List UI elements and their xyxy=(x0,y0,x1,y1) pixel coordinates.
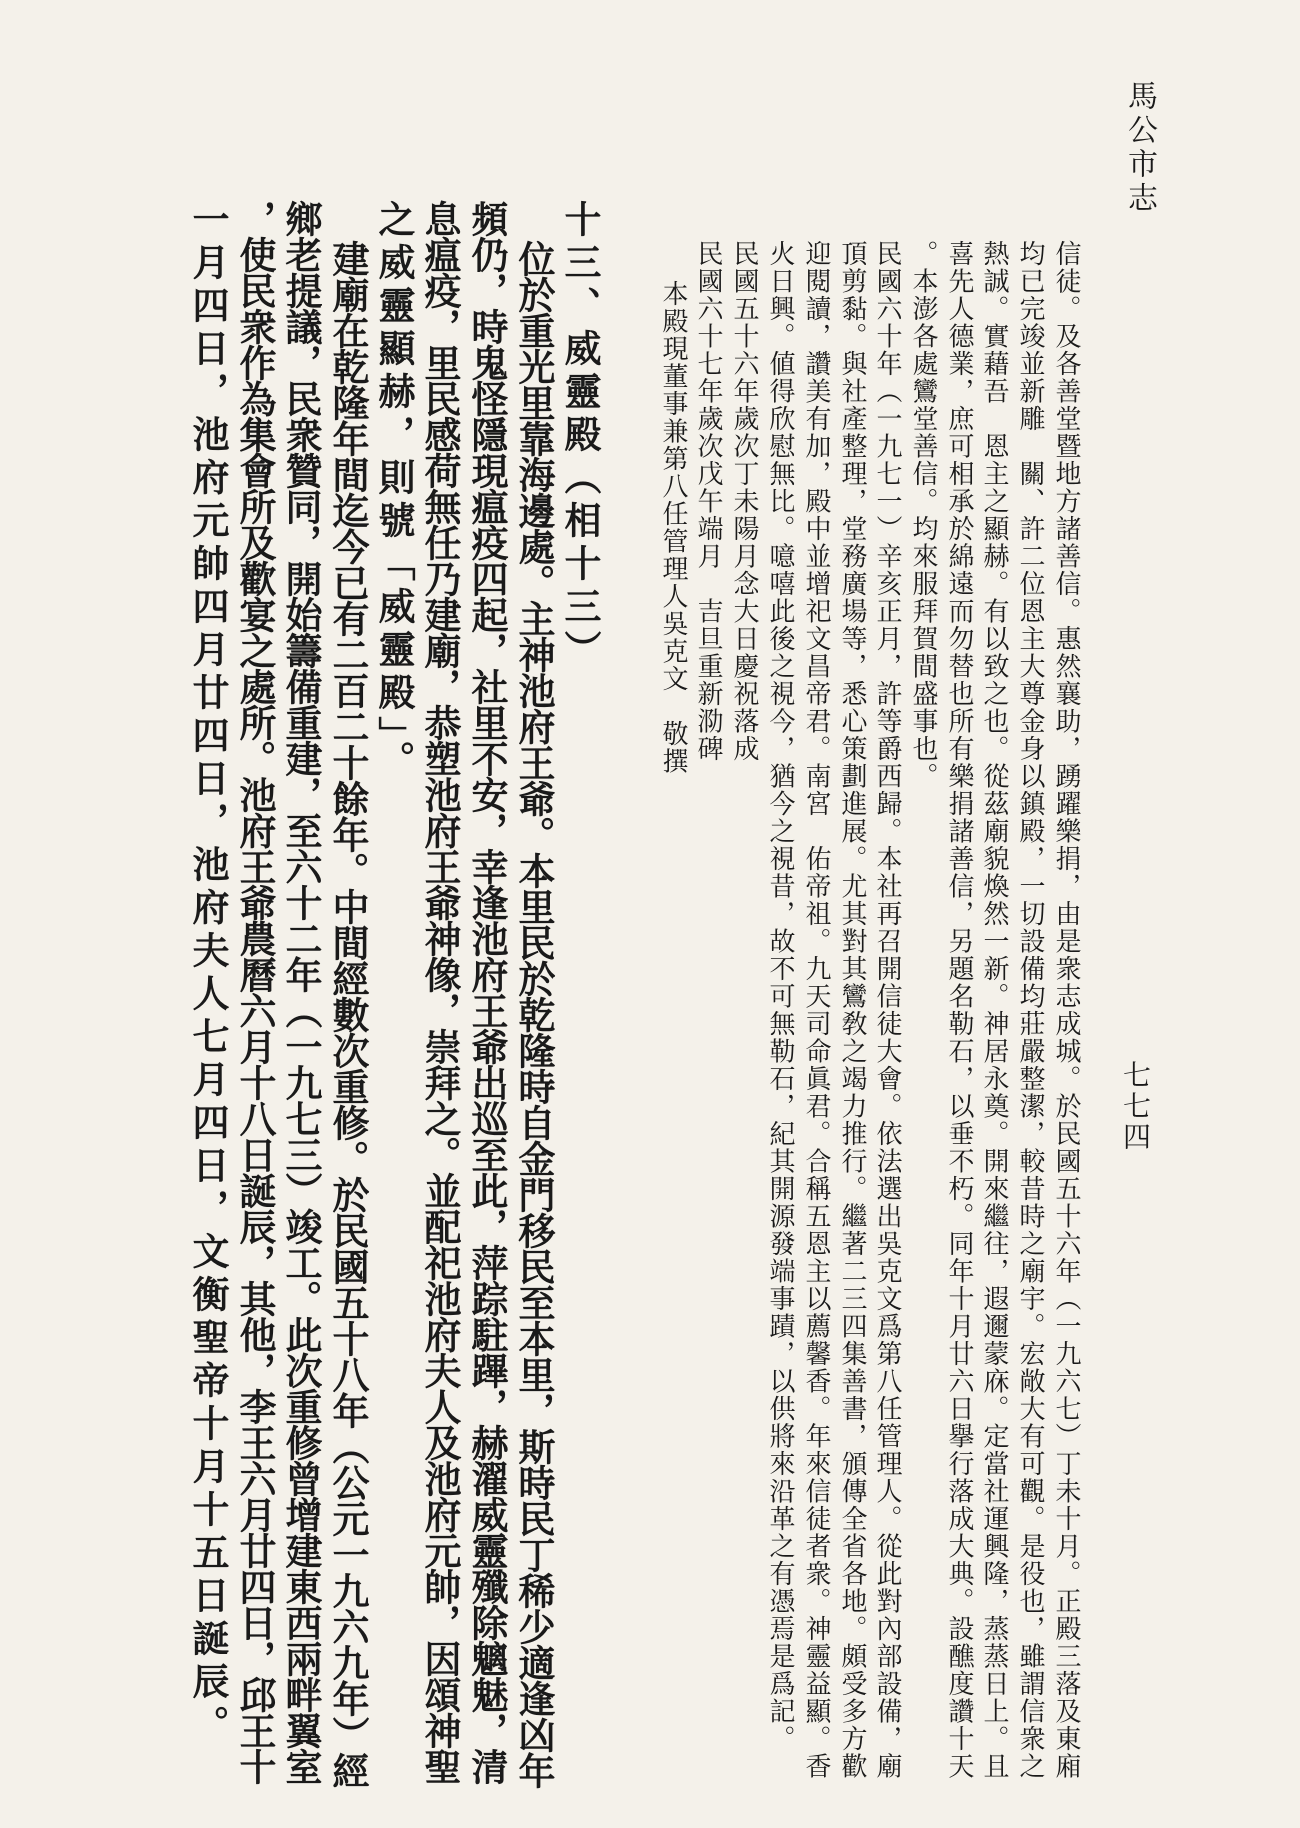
text-line: 信徒。及各善堂暨地方諸善信。惠然襄助，踴躍樂捐，由是衆志成城。於民國五十六年（一九六七）丁未十月。正殿三落及東廂 xyxy=(1051,240,1081,1780)
text-line: 均已完竣並新雕 關、許二位恩主大尊金身以鎮殿，一切設備均莊嚴整潔，較昔時之廟宇。宏敞大有可觀。是役也，雖謂信衆之 xyxy=(1015,240,1045,1780)
text-line: 鄉老提議，民衆贊同，開始籌備重建，至六十二年（一九七三）竣工。此次重修曾增建東西兩畔翼室 xyxy=(279,200,323,1784)
text-line: 民國六十七年歲次戊午端月 吉旦重新泐碑 xyxy=(693,240,723,763)
text-line: 建廟在乾隆年間迄今已有二百二十餘年。中間經數次重修。於民國五十八年（公元一九六九年）經 xyxy=(326,240,370,1788)
text-line: 迎閱讀，讚美有加，殿中並增祀文昌帝君。南宮 佑帝祖。九天司命眞君。合稱五恩主以薦馨香。年來信徒者衆。神靈益顯。香 xyxy=(801,240,831,1780)
signature-line: 本殿現董事兼第八任管理人吳克文 敬撰 xyxy=(658,280,688,775)
text-line: 火日興。値得欣慰無比。噫嘻此後之視今，猶今之視昔，故不可無勒石，紀其開源發端事蹟，以供將來沿革之有憑焉是爲記。 xyxy=(765,240,795,1753)
text-line: 一月四日，池府元帥四月廿四日，池府夫人七月四日，文衡聖帝十月十五日誕辰。 xyxy=(186,200,230,1748)
page-number: 七七四 xyxy=(1119,1060,1152,1153)
text-line: 之威靈顯赫，則號「威靈殿」。 xyxy=(372,200,416,784)
text-line: 頻仍，時鬼怪隱現瘟疫四起，社里不安，幸逢池府王爺出巡至此，萍踪駐蹕，赫濯威靈殲除魑魅，清 xyxy=(465,200,509,1784)
text-line: 息瘟疫，里民感荷無任乃建廟，恭塑池府王爺神像，崇拜之。並配祀池府夫人及池府元帥，因頌神聖 xyxy=(418,200,462,1784)
text-line: 喜先人德業，庶可相承於綿遠而勿替也所有樂捐諸善信，另題名勒石，以垂不朽。同年十月廿六日擧行落成大典。設醮度讚十天 xyxy=(944,240,974,1780)
text-line: 位於重光里靠海邊處。主神池府王爺。本里民於乾隆時自金門移民至本里，斯時民丁稀少適逢凶年 xyxy=(512,240,556,1788)
book-title: 馬公市志 xyxy=(1122,80,1157,216)
text-line: ，使民衆作為集會所及歡宴之處所。池府王爺農曆六月十八日誕辰，其他，李王六月廿四日，邱王十 xyxy=(233,200,277,1784)
text-line: 民國六十年（一九七一）辛亥正月，許等爵西歸。本社再召開信徒大會。依法選出吳克文爲第八任管理人。從此對內部設備，廟 xyxy=(872,240,902,1780)
text-line: 熱誠。實藉吾 恩主之顯赫。有以致之也。從茲廟貌煥然一新。神居永奠。開來繼往，遐邇蒙庥。定當社運興隆，蒸蒸日上。且 xyxy=(979,240,1009,1780)
text-line: 民國五十六年歲次丁未陽月念大日慶祝落成 xyxy=(729,240,759,763)
text-line: 頂剪黏。與社產整理，堂務廣場等，悉心策劃進展。尤其對其鸞敎之竭力推行。繼著二三四集善書，頒傳全省各地。頗受多方歡 xyxy=(837,240,867,1780)
text-line: 。本澎各處鸞堂善信。均來服拜賀間盛事也。 xyxy=(908,240,938,790)
section-heading: 十三、威靈殿（相十三） xyxy=(558,200,602,673)
